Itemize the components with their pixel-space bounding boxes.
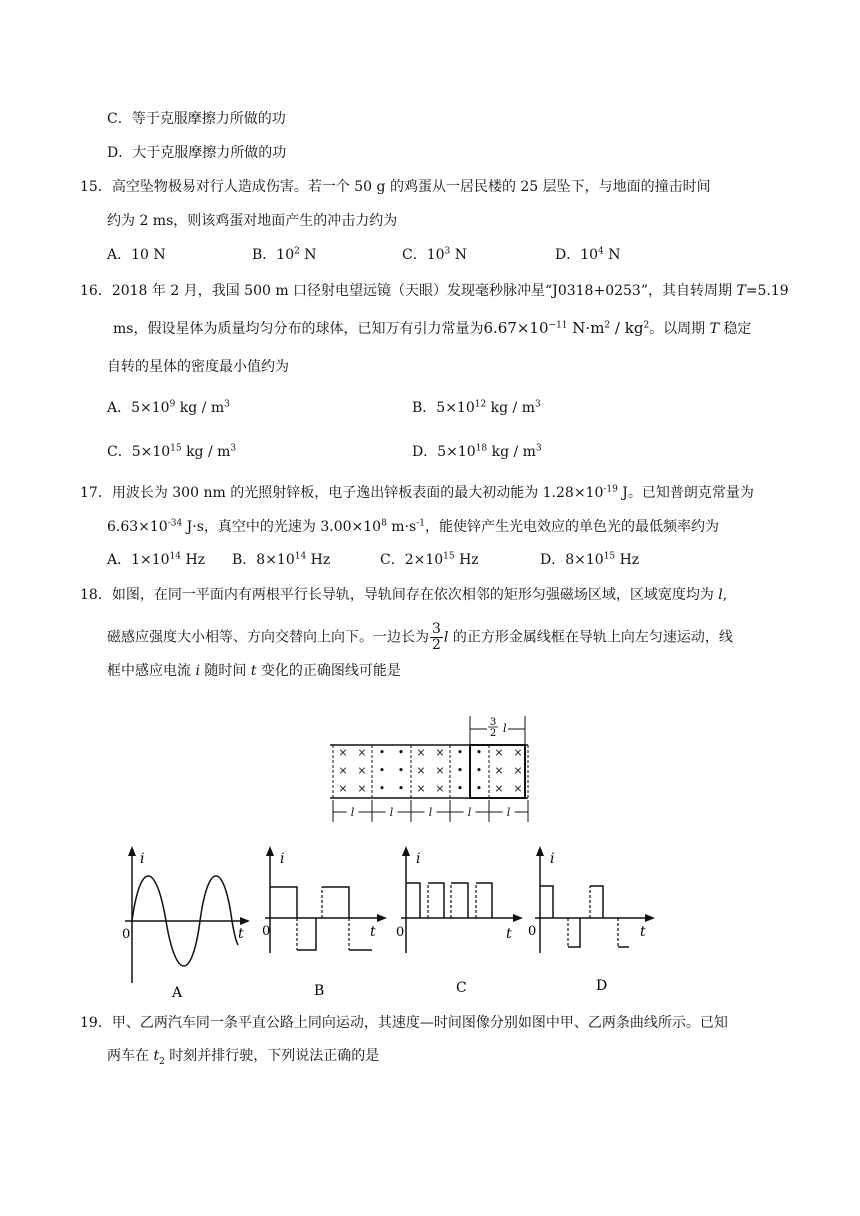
question-18-line2: 磁感应强度大小相等、方向交替向上向下。一边长为 $\frac{3}{2}$ l 的正方形金属线框在导轨上向左匀速运动，线 xyxy=(107,621,733,653)
question-17-line2: $6.63\times 10^{-34}$ J·s，真空中的光速为 $3.00\times 10^8$ $m\cdot s^{-1}$，能使锌产生光电效应的单色光的最低频率约为 xyxy=(107,518,719,535)
field-out-of-page-symbol: • xyxy=(397,746,405,759)
width-l-label: l xyxy=(389,806,394,819)
field-out-of-page-symbol: • xyxy=(456,746,464,759)
width-l-label: l xyxy=(350,806,355,819)
question-18-line3: 框中感应电流 i 随时间 t 变化的正确图线可能是 xyxy=(107,663,401,679)
magnetic-field-diagram xyxy=(325,712,535,827)
graph-label: C xyxy=(456,980,467,996)
option-c: C．$5\times 10^{15}$ kg / $m^3$ xyxy=(107,443,237,460)
field-into-page-symbol: × xyxy=(435,782,445,795)
question-15 xyxy=(80,177,711,197)
field-out-of-page-symbol: • xyxy=(378,746,386,759)
width-l-label: l xyxy=(506,806,511,819)
field-into-page-symbol: × xyxy=(416,746,426,759)
fig-frac-num: 3 xyxy=(489,717,497,728)
graph-label: B xyxy=(314,983,325,998)
axis-t-label: t xyxy=(238,926,244,942)
field-into-page-symbol: × xyxy=(494,782,504,795)
question-16-line2: ms，假设星体为质量均匀分布的球体，已知万有引力常量为$6.67\times 10^{-11}$ $N\cdot m^2 / kg^2$。以周期 T 稳定 xyxy=(113,319,752,337)
option-d: D．$8\times 10^{15}$ Hz xyxy=(540,551,640,568)
field-into-page-symbol: × xyxy=(494,746,504,759)
axis-i-label: i xyxy=(550,851,555,867)
field-into-page-symbol: × xyxy=(513,782,523,795)
option-d: D．$5\times 10^{18}$ kg / $m^3$ xyxy=(412,443,542,460)
field-out-of-page-symbol: • xyxy=(475,764,483,777)
graph-label: A xyxy=(172,985,183,998)
graph-label: D xyxy=(596,978,608,994)
field-into-page-symbol: × xyxy=(338,764,348,777)
field-into-page-symbol: × xyxy=(357,782,367,795)
field-into-page-symbol: × xyxy=(338,746,348,759)
axis-i-label: i xyxy=(416,851,421,867)
fraction: $\frac{3}{2}$ xyxy=(432,621,441,653)
option-a: A．10 N xyxy=(107,247,166,263)
axis-i-label: i xyxy=(280,851,285,867)
field-out-of-page-symbol: • xyxy=(397,764,405,777)
field-into-page-symbol: × xyxy=(435,764,445,777)
axis-t-label: t xyxy=(370,924,376,940)
field-into-page-symbol: × xyxy=(513,764,523,777)
origin-label: 0 xyxy=(396,925,405,940)
option-a: A．$5\times 10^9$ kg / $m^3$ xyxy=(107,399,230,416)
graph-a xyxy=(120,843,255,998)
question-text: 高空坠物极易对行人造成伤害。若一个 50 g 的鸡蛋从一居民楼的 25 层坠下，与地面的撞击时间 xyxy=(111,179,711,195)
question-19-line2: 两车在 $t_2$ 时刻并排行驶，下列说法正确的是 xyxy=(107,1048,380,1067)
field-out-of-page-symbol: • xyxy=(397,782,405,795)
field-into-page-symbol: × xyxy=(416,782,426,795)
option-d: D．$10^4$ N xyxy=(555,246,621,263)
field-into-page-symbol: × xyxy=(357,746,367,759)
fig-l-label: l xyxy=(503,722,507,735)
question-number: 15． xyxy=(80,179,112,195)
field-into-page-symbol: × xyxy=(494,764,504,777)
field-out-of-page-symbol: • xyxy=(475,746,483,759)
question-19: 19．甲、乙两汽车同一条平直公路上同向运动，其速度—时间图像分别如图中甲、乙两条曲线所示。已知 xyxy=(80,1015,728,1031)
field-out-of-page-symbol: • xyxy=(378,764,386,777)
field-out-of-page-symbol: • xyxy=(378,782,386,795)
option-c: C．$10^3$ N xyxy=(402,246,467,263)
field-into-page-symbol: × xyxy=(513,746,523,759)
field-out-of-page-symbol: • xyxy=(456,764,464,777)
field-out-of-page-symbol: • xyxy=(456,782,464,795)
origin-label: 0 xyxy=(528,924,537,939)
question-16: 16．2018 年 2 月，我国 500 m 口径射电望远镜（天眼）发现毫秒脉冲星“J0318+0253”，其自转周期 T=5.19 xyxy=(80,283,789,299)
option-c: C．$2\times 10^{15}$ Hz xyxy=(380,551,479,568)
width-l-label: l xyxy=(467,806,472,819)
axis-i-label: i xyxy=(140,851,145,867)
field-out-of-page-symbol: • xyxy=(475,782,483,795)
option-a: A．$1\times 10^{14}$ Hz xyxy=(107,551,206,568)
graph-b xyxy=(262,843,397,998)
field-into-page-symbol: × xyxy=(338,782,348,795)
question-16-line3: 自转的星体的密度最小值约为 xyxy=(107,359,289,375)
option-b: B．$8\times 10^{14}$ Hz xyxy=(232,551,331,568)
question-17: 17．用波长为 300 nm 的光照射锌板，电子逸出锌板表面的最大初动能为 $1.28\times 10^{-19}$ J。已知普朗克常量为 xyxy=(80,484,754,501)
field-into-page-symbol: × xyxy=(357,764,367,777)
field-into-page-symbol: × xyxy=(435,746,445,759)
option-b: B．$10^2$ N xyxy=(252,246,317,263)
graph-d xyxy=(528,843,663,998)
option-b: B．$5\times 10^{12}$ kg / $m^3$ xyxy=(412,399,541,416)
question-15-line2: 约为 2 ms，则该鸡蛋对地面产生的冲击力约为 xyxy=(107,213,398,229)
option-c: C．等于克服摩擦力所做的功 xyxy=(107,111,286,127)
option-d: D．大于克服摩擦力所做的功 xyxy=(107,145,287,161)
graph-c xyxy=(396,843,531,998)
width-l-label: l xyxy=(428,806,433,819)
field-into-page-symbol: × xyxy=(416,764,426,777)
fig-frac-den: 2 xyxy=(489,728,497,739)
axis-t-label: t xyxy=(506,926,512,942)
origin-label: 0 xyxy=(122,927,131,942)
origin-label: 0 xyxy=(262,924,271,939)
axis-t-label: t xyxy=(640,924,646,940)
question-18: 18．如图，在同一平面内有两根平行长导轨，导轨间存在依次相邻的矩形匀强磁场区域，区域宽度均为 l, xyxy=(80,587,728,603)
